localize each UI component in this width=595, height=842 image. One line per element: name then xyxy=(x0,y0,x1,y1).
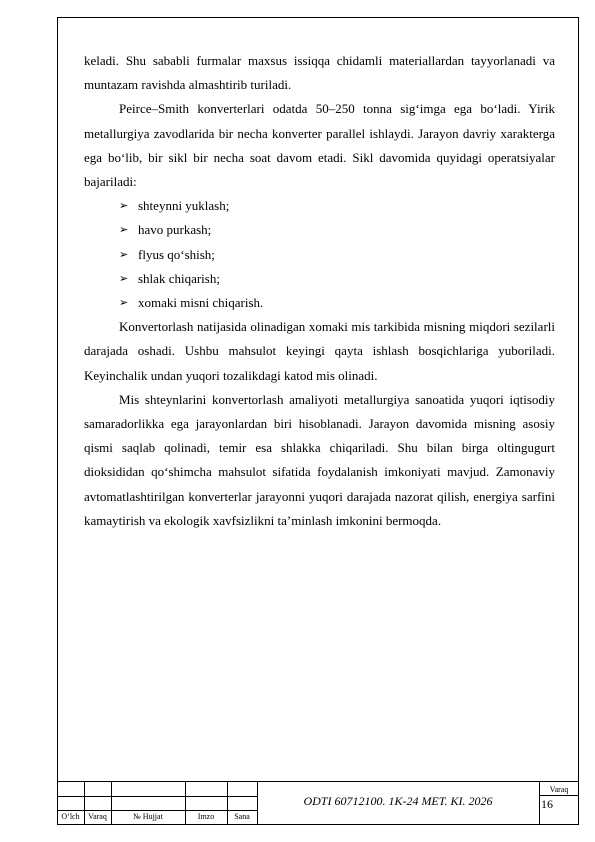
column-label-varaq: Varaq xyxy=(88,812,107,821)
document-body xyxy=(84,49,555,533)
arrow-bullet-icon: ➢ xyxy=(119,224,129,237)
arrow-bullet-icon: ➢ xyxy=(119,272,129,285)
title-block-stamp xyxy=(57,781,579,825)
paragraph-4: Mis shteynlarini konvertorlash amaliyoti metallurgiya sanoatida yuqori iqtisodiy samaradorlikka ega jarayonlardan biri hisoblanadi. Jarayon davomida misning asosiy qismi saqlab qolinadi, temir esa shlakka chiqariladi. Shu bilan birga oltingugurt dioksididan qo‘shimcha mahsulot sifatida foydalanish imkoniyati mavjud. Zamonaviy avtomatlashtirilgan konverterlar jarayonni yuqori darajada nazorat qilish, energiya sarfini kamaytirish va ekologik xavfsizlikni ta’minlash imkonini bermoqda. xyxy=(84,391,555,528)
arrow-bullet-icon: ➢ xyxy=(119,297,129,310)
column-label-imzo: Imzo xyxy=(197,812,215,821)
arrow-bullet-icon: ➢ xyxy=(119,248,129,261)
column-label-hujjat: № Hujjat xyxy=(133,812,163,821)
paragraph-3: Konvertorlash natijasida olinadigan xomaki mis tarkibida misning miqdori sezilarli darajada oshadi. Ushbu mahsulot keyingi qayta ishlash bosqichlariga yuboriladi. Keyinchalik undan yuqori tozalikdagi katod mis olinadi. xyxy=(84,319,555,383)
list-item: ➢ shlak chiqarish; xyxy=(84,267,555,291)
bullet-list xyxy=(84,194,555,315)
paragraph-2: Peirce–Smith konverterlari odatda 50–250 tonna sig‘imga ega bo‘ladi. Yirik metallurgiya zavodlarida bir necha konverter parallel ishlaydi. Jarayon davriy xarakterga ega bo‘lib, bir sikl bir necha soat davom etadi. Sikl davomida quyidagi operatsiyalar bajariladi: xyxy=(84,101,555,190)
column-label-olch: O‘lch xyxy=(61,812,80,821)
list-item: ➢ xomaki misni chiqarish. xyxy=(84,291,555,315)
list-item: ➢ havo purkash; xyxy=(84,218,555,242)
list-item: ➢ flyus qo‘shish; xyxy=(84,243,555,267)
arrow-bullet-icon: ➢ xyxy=(119,200,129,213)
document-code: ODTI 60712100. 1K-24 MET. KI. 2026 xyxy=(303,794,493,808)
page-label: Varaq xyxy=(549,785,569,794)
column-label-sana: Sana xyxy=(234,812,250,821)
page-number: 16 xyxy=(541,797,553,811)
paragraph-1: keladi. Shu sababli furmalar maxsus issiqqa chidamli materiallardan tayyorlanadi va muntazam ravishda almashtirib turiladi. xyxy=(84,53,555,93)
list-item: ➢ shteynni yuklash; xyxy=(84,194,555,218)
